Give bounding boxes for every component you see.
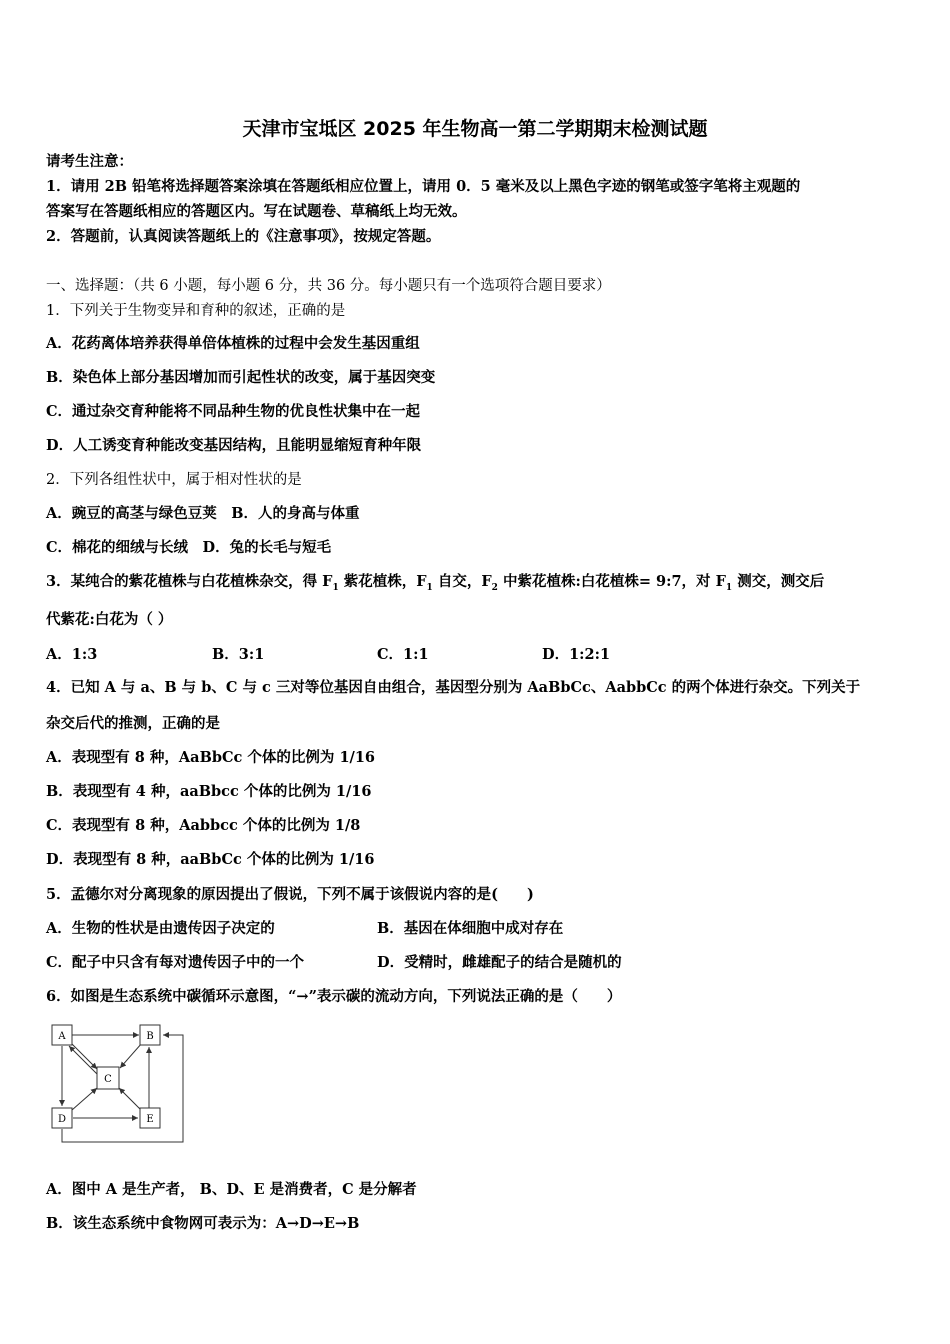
section-heading: 一、选择题：（共 6 小题，每小题 6 分，共 36 分。每小题只有一个选项符合题目要求）	[46, 278, 611, 294]
q2-stem: 2．下列各组性状中，属于相对性状的是	[46, 472, 302, 488]
q3-stem-cont: 代紫花:白花为（ ）	[46, 611, 173, 628]
node-b-label: B	[146, 1031, 154, 1042]
q3-option-b[interactable]: B．3:1	[212, 646, 265, 663]
q6-option-b[interactable]: B．该生态系统中食物网可表示为：A→D→E→B	[46, 1215, 360, 1232]
notice-item-2: 2．答题前，认真阅读答题纸上的《注意事项》，按规定答题。	[46, 228, 441, 245]
arrow-a-c	[72, 1044, 97, 1069]
q6-option-a[interactable]: A．图中 A 是生产者， B、D、E 是消费者，C 是分解者	[46, 1181, 417, 1198]
q4-option-c[interactable]: C．表现型有 8 种，Aabbcc 个体的比例为 1/8	[46, 817, 361, 834]
q4-option-a[interactable]: A．表现型有 8 种，AaBbCc 个体的比例为 1/16	[46, 749, 376, 766]
q3-option-c[interactable]: C．1:1	[377, 646, 429, 663]
q4-option-d[interactable]: D．表现型有 8 种，aaBbCc 个体的比例为 1/16	[46, 851, 375, 868]
carbon-cycle-diagram	[45, 1018, 190, 1146]
q3-option-a[interactable]: A．1:3	[46, 646, 98, 663]
q2-options-ab[interactable]: A．豌豆的高茎与绿色豆荚 B．人的身高与体重	[46, 505, 360, 522]
q1-option-c[interactable]: C．通过杂交育种能将不同品种生物的优良性状集中在一起	[46, 403, 421, 420]
q1-option-a[interactable]: A．花药离体培养获得单倍体植株的过程中会发生基因重组	[46, 335, 420, 352]
q2-options-cd[interactable]: C．棉花的细绒与长绒 D．兔的长毛与短毛	[46, 539, 332, 556]
q1-option-b[interactable]: B．染色体上部分基因增加而引起性状的改变，属于基因突变	[46, 369, 436, 386]
arrow-c-a	[69, 1046, 97, 1074]
node-c-label: C	[104, 1074, 112, 1085]
q5-option-d[interactable]: D．受精时，雌雄配子的结合是随机的	[377, 954, 622, 971]
notice-item-1-cont: 答案写在答题纸相应的答题区内。写在试题卷、草稿纸上均无效。	[46, 203, 467, 220]
arrow-e-c	[119, 1088, 141, 1110]
page-title: 天津市宝坻区 2025 年生物高一第二学期期末检测试题	[242, 118, 708, 140]
q5-option-b[interactable]: B．基因在体细胞中成对存在	[377, 920, 564, 937]
node-d-label: D	[57, 1114, 67, 1125]
q4-option-b[interactable]: B．表现型有 4 种，aaBbcc 个体的比例为 1/16	[46, 783, 372, 800]
q5-stem: 5．孟德尔对分离现象的原因提出了假说，下列不属于该假说内容的是( )	[46, 886, 534, 903]
q3-stem: 3．某纯合的紫花植株与白花植株杂交，得 $F_1$ 紫花植株，$F_1$ 自交，$F_2$ 中紫花植株:白花植株= 9:7，对 $F_1$ 测交，测交后	[46, 573, 825, 593]
node-e-label: E	[146, 1114, 154, 1125]
node-a-label: A	[58, 1031, 66, 1042]
q1-stem: 1．下列关于生物变异和育种的叙述，正确的是	[46, 303, 346, 319]
arrow-b-c	[120, 1043, 142, 1068]
arrow-d-b-loop	[62, 1035, 183, 1142]
q1-option-d[interactable]: D．人工诱变育种能改变基因结构，且能明显缩短育种年限	[46, 437, 422, 454]
q5-option-c[interactable]: C．配子中只含有每对遗传因子中的一个	[46, 954, 305, 971]
q4-stem: 4．已知 A 与 a、B 与 b、C 与 c 三对等位基因自由组合，基因型分别为 AaBbCc、AabbCc 的两个体进行杂交。下列关于	[46, 679, 861, 696]
q6-stem: 6．如图是生态系统中碳循环示意图，“→”表示碳的流动方向，下列说法正确的是（ ）	[46, 988, 622, 1005]
q3-option-d[interactable]: D．1:2:1	[542, 646, 611, 663]
notice-heading: 请考生注意：	[46, 153, 133, 170]
arrow-d-c	[72, 1088, 97, 1110]
q5-option-a[interactable]: A．生物的性状是由遗传因子决定的	[46, 920, 275, 937]
notice-item-1: 1．请用 2B 铅笔将选择题答案涂填在答题纸相应位置上，请用 0．5 毫米及以上黑色字迹的钢笔或签字笔将主观题的	[46, 178, 801, 195]
q4-stem-cont: 杂交后代的推测，正确的是	[46, 715, 220, 732]
